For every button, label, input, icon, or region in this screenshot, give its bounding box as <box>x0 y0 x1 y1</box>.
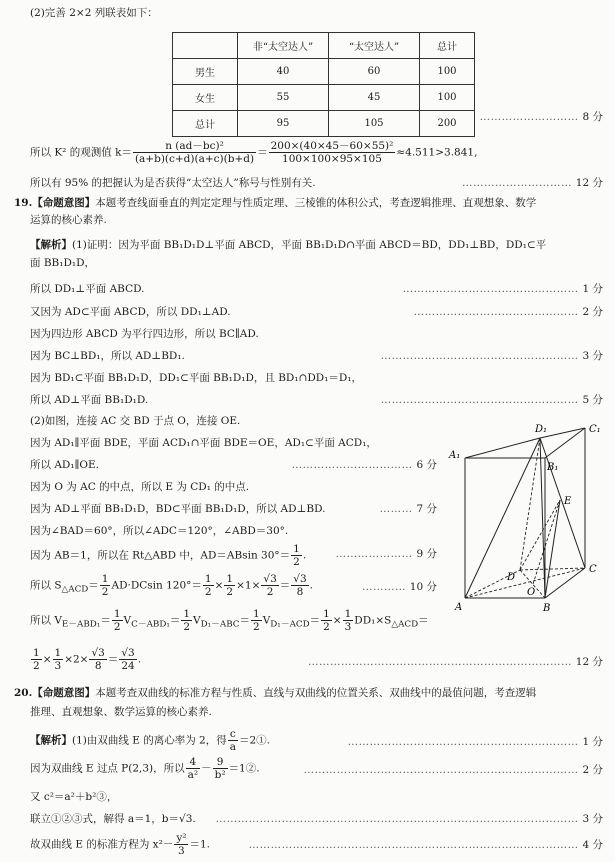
edge-d1-c <box>540 438 585 568</box>
label-e: E <box>564 496 572 507</box>
contingency-table <box>172 32 475 137</box>
label-b1: B₁ <box>547 462 559 473</box>
table-cell <box>173 33 238 59</box>
table-cell: 45 <box>329 85 420 111</box>
q19-score-2: ……………………………………… 2 分 <box>413 306 603 318</box>
q19-intent: 19.【命题意图】本题考查线面垂直的判定定理与性质定理、三棱锥的体积公式，考查逻辑推理、直观想象、数学 <box>14 197 537 209</box>
q19-score-3: ……………………………………………… 3 分 <box>380 350 603 362</box>
q20-line2: 因为双曲线 E 过点 P(2,3)，所以 $\frac{4}{\text{a²}}$ － $\frac{9}{\text{b²}}$ ＝1②. <box>30 756 260 781</box>
q20-score-2: ………………………………………………………………… 2 分 <box>303 764 603 776</box>
q20-score-4: ……………………………………………………………………………… 4 分 <box>248 839 603 851</box>
edge-o-e <box>533 500 560 584</box>
table-cell: 男生 <box>173 59 238 85</box>
table-cell: 总计 <box>420 33 475 59</box>
q19-line9: 因为 AD₁∥平面 BDE，平面 ACD₁∩平面 BDE＝OE，AD₁⊂平面 ACD₁， <box>30 437 377 449</box>
label-d1: D₁ <box>535 424 548 435</box>
q20-intent: 20.【命题意图】本题考查双曲线的标准方程与性质、直线与双曲线的位置关系、双曲线中的最值问题，考查逻辑 <box>14 687 537 699</box>
edge-a1-d1 <box>465 438 540 458</box>
q19-intent-cont: 运算的核心素养. <box>30 214 107 226</box>
q20-score-1: ……………………………………………………… 1 分 <box>347 736 603 748</box>
q20-line4: 联立①②③式，解得 a＝1，b＝√3. <box>30 813 196 825</box>
q19-line11: 因为 O 为 AC 的中点，所以 E 为 CD₁ 的中点. <box>30 481 250 493</box>
prism-figure <box>445 420 605 615</box>
q19-score-7: ……… 7 分 <box>379 503 437 515</box>
table-cell: 100 <box>420 59 475 85</box>
q19-line3: 又因为 AD⊂平面 ABCD，所以 DD₁⊥AD. <box>30 306 231 318</box>
score-8: ……………………… 8 分 <box>479 111 603 123</box>
q19-line10: 所以 AD₁∥OE. <box>30 459 100 471</box>
q19-score-5: ……………………………………………… 5 分 <box>380 394 603 406</box>
q19-line5: 因为 BC⊥BD₁，所以 AD⊥BD₁. <box>30 350 185 362</box>
q19-line16: 所以 $V_{E-ABD_1}=$ $\frac{1}{2}$ $V_{C-ABD_1}=$ $\frac{1}{2}$ $V_{D_1-ABC}=$ $\frac{1}{2}$ $V_{D_1-ACD}=$ $\frac{1}{2}$ × $\frac{1}{3}$ $DD_1\times S_{\triangle ACD}=$ <box>30 608 429 633</box>
q20-line5: 故双曲线 E 的标准方程为 x²－ $\frac{\text{y²}}{3}$ ＝1. <box>30 832 210 857</box>
q19-score-1: ………………………………………… 1 分 <box>402 283 603 295</box>
q19-line15: 所以 $S_{\triangle ACD}=$ $\frac{1}{2}$ AD·DCsin 120°＝ $\frac{1}{2}$ × $\frac{1}{2}$ ×1× $\frac{√3}{2}$ ＝ $\frac{√3}{8}$ . <box>30 573 313 598</box>
edge-d1-b <box>540 438 545 598</box>
q19-score-9: ………………… 9 分 <box>335 548 437 560</box>
q20-line1: 【解析】(1)由双曲线 E 的离心率为 2，得 $\frac{c}{a}$ ＝2①. <box>30 728 271 753</box>
q19-line17: $\frac{1}{2}$ × $\frac{1}{3}$ ×2× $\frac{√3}{8}$ ＝ $\frac{√3}{24}$ . <box>33 647 142 672</box>
edge-d1-a <box>465 438 540 598</box>
table-cell: 55 <box>238 85 329 111</box>
table-cell: 100 <box>420 85 475 111</box>
q20-score-3: ……………………………………………………………………………………… 3 分 <box>215 813 603 825</box>
q19-line6: 因为 BD₁⊂平面 BB₁D₁D，DD₁⊂平面 BB₁D₁D，且 BD₁∩DD₁＝D₁， <box>30 372 363 384</box>
q19-line1b: 面 BB₁D₁D， <box>30 257 96 269</box>
label-d: D <box>507 572 516 583</box>
q19-line1: 【解析】(1)证明：因为平面 BB₁D₁D⊥平面 ABCD，平面 BB₁D₁D∩平面 ABCD＝BD，DD₁⊥BD，DD₁⊂平 <box>30 239 547 251</box>
table-row <box>173 85 475 111</box>
q19-line7: 所以 AD⊥平面 BB₁D₁D. <box>30 394 149 406</box>
table-cell: 105 <box>329 111 420 137</box>
table-cell: 95 <box>238 111 329 137</box>
part2-intro: (2)完善 2×2 列联表如下： <box>30 7 158 19</box>
table-cell: 200 <box>420 111 475 137</box>
edge-a-c <box>465 568 585 598</box>
q19-score-12: ……………………………………………………………… 12 分 <box>307 656 603 668</box>
table-cell: 60 <box>329 59 420 85</box>
table-cell: 女生 <box>173 85 238 111</box>
q19-line2: 所以 DD₁⊥平面 ABCD. <box>30 283 145 295</box>
q19-line14: 因为 AB＝1，所以在 Rt△ABD 中，AD＝ABsin 30°＝ $\frac{1}{2}$ . <box>30 543 307 568</box>
q19-score-10: ………… 10 分 <box>361 581 437 593</box>
q19-line13: 因为∠BAD＝60°，所以∠ADC＝120°，∠ABD＝30°. <box>30 525 289 537</box>
q19-line4: 因为四边形 ABCD 为平行四边形，所以 BC∥AD. <box>30 328 259 340</box>
table-row <box>173 111 475 137</box>
label-o: O <box>527 587 536 598</box>
table-header-row <box>173 33 475 59</box>
label-c1: C₁ <box>589 424 601 435</box>
table-cell: 非“太空达人” <box>238 33 329 59</box>
table-row <box>173 59 475 85</box>
edge-b-e <box>545 500 560 598</box>
q20-intent-cont: 推理、直观想象、数学运算的核心素养. <box>30 706 212 718</box>
edge-d-c <box>520 568 585 570</box>
score-12: ………………………… 12 分 <box>461 177 603 189</box>
q19-line8: (2)如图，连接 AC 交 BD 于点 O，连接 OE. <box>30 415 241 427</box>
q19-score-6: …………………………… 6 分 <box>291 459 437 471</box>
q19-line12: 因为 AD⊥平面 BB₁D₁D，BD⊂平面 BB₁D₁D，所以 AD⊥BD. <box>30 503 326 515</box>
table-cell: 总计 <box>173 111 238 137</box>
k2-formula: 所以 K² 的观测值 k＝ $\frac{\text{n (ad－bc)²}}{(a+b)(c+d)(a+c)(b+d)}$ ＝ $\frac{\text{200×(40×45－60×55)²}}{100\times 100\times 95\times 105}$ ≈4.511>3.841, <box>30 140 478 165</box>
label-b: B <box>543 603 551 614</box>
label-a1: A₁ <box>449 450 461 461</box>
conclusion-text: 所以有 95% 的把握认为是否获得“太空达人”称号与性别有关. <box>30 177 316 189</box>
table-cell: 40 <box>238 59 329 85</box>
table-cell: “太空达人” <box>329 33 420 59</box>
edge-b-c <box>545 568 585 598</box>
edge-d-e <box>520 500 560 570</box>
label-c: C <box>589 564 597 575</box>
label-a: A <box>455 602 463 613</box>
q20-line3: 又 c²＝a²＋b²③， <box>30 791 118 803</box>
